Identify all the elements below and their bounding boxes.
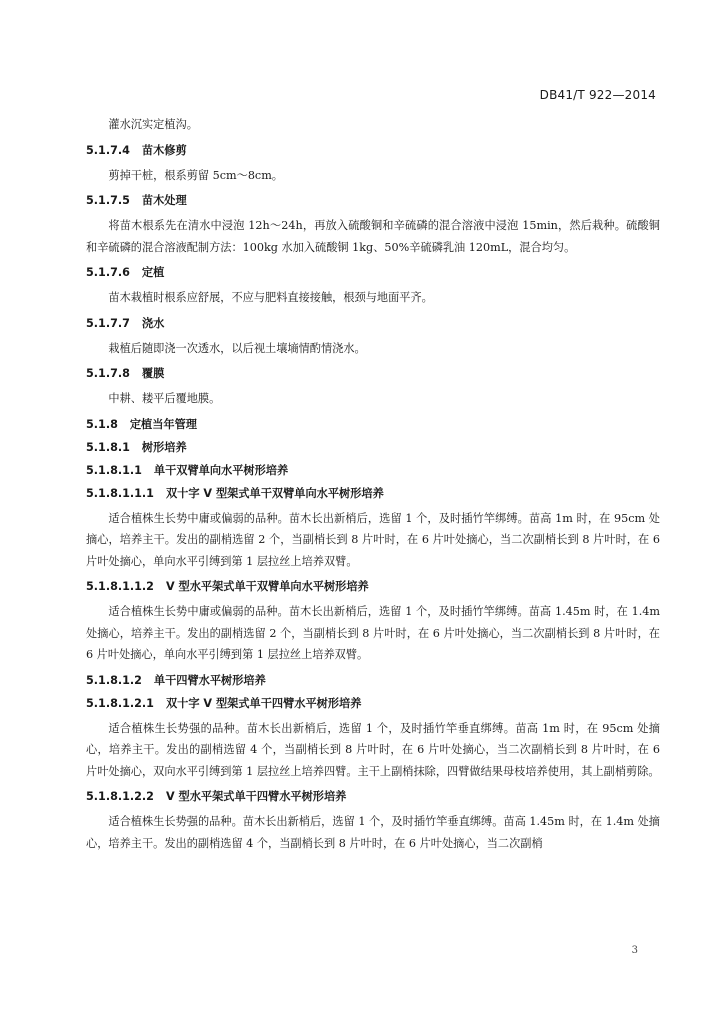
section-number: 5.1.7.6 <box>86 266 130 279</box>
section-heading <box>86 578 660 595</box>
paragraph: 剪掉干桩，根系剪留 5cm～8cm。 <box>108 168 283 182</box>
section-number: 5.1.8 <box>86 417 118 431</box>
section-title: V 型水平架式单干四臂水平树形培养 <box>165 790 347 803</box>
section-number: 5.1.8.1.1.1 <box>86 486 154 500</box>
section-number: 5.1.8.1.2.1 <box>86 696 154 710</box>
section-title: 苗木处理 <box>141 194 187 207</box>
section-number: 5.1.8.1.1.2 <box>86 580 154 593</box>
section-number: 5.1.7.8 <box>86 367 130 380</box>
section-number: 5.1.8.1.2.2 <box>86 790 154 803</box>
page-number: 3 <box>631 945 638 956</box>
section-title: 覆膜 <box>141 367 165 380</box>
section-heading <box>86 695 660 712</box>
paragraph: 适合植株生长势中庸或偏弱的品种。苗木长出新梢后，选留 1 个，及时插竹竿绑缚。苗高 1.45m 时，在 1.4m 处摘心，培养主干。发出的副梢选留 2 个，当副梢长到 8 片叶时，在 6 片叶处摘心，当二次副梢长到 8 片叶时，在 6 片叶处摘心，单向水平引缚到第 1 层拉丝上培养双臂。 <box>86 605 660 661</box>
section-title: 单干四臂水平树形培养 <box>153 673 266 687</box>
section-heading <box>86 192 660 209</box>
paragraph: 灌水沉实定植沟。 <box>108 118 198 131</box>
document-code-header: DB41/T 922—2014 <box>539 88 656 102</box>
paragraph: 苗木栽植时根系应舒展，不应与肥料直接接触，根颈与地面平齐。 <box>108 291 433 304</box>
section-number: 5.1.8.1.1 <box>86 463 142 477</box>
document-body <box>86 114 660 858</box>
section-title: 苗木修剪 <box>141 143 187 157</box>
paragraph: 将苗木根系先在清水中浸泡 12h～24h，再放入硫酸铜和辛硫磷的混合溶液中浸泡 15min，然后栽种。硫酸铜和辛硫磷的混合溶液配制方法：100kg 水加入硫酸铜 1kg、50%辛硫磷乳油 120mL，混合均匀。 <box>86 219 660 254</box>
paragraph: 适合植株生长势强的品种。苗木长出新梢后，选留 1 个，及时插竹竿垂直绑缚。苗高 1.45m 时，在 1.4m 处摘心，培养主干。发出的副梢选留 4 个，当副梢长到 8 片叶时，在 6 片叶处摘心，当二次副梢 <box>86 815 660 850</box>
section-title: 定植当年管理 <box>129 417 197 431</box>
section-heading <box>86 672 660 689</box>
paragraph: 栽植后随即浇一次透水，以后视土壤墒情酌情浇水。 <box>108 341 366 355</box>
section-heading <box>86 142 660 159</box>
section-title: 树形培养 <box>141 440 187 454</box>
section-heading <box>86 416 660 433</box>
section-heading <box>86 788 660 805</box>
section-heading <box>86 485 660 502</box>
section-number: 5.1.7.5 <box>86 194 130 207</box>
section-number: 5.1.8.1 <box>86 440 130 454</box>
section-number: 5.1.8.1.2 <box>86 673 142 687</box>
paragraph: 中耕、耧平后覆地膜。 <box>108 392 221 405</box>
section-heading <box>86 264 660 281</box>
section-heading <box>86 315 660 332</box>
section-title: 双十字 V 型架式单干四臂水平树形培养 <box>165 696 362 710</box>
paragraph: 适合植株生长势强的品种。苗木长出新梢后，选留 1 个，及时插竹竿垂直绑缚。苗高 1m 时，在 95cm 处摘心，培养主干。发出的副梢选留 4 个，当副梢长到 8 片叶时，在 6 片叶处摘心，当二次副梢长到 8 片叶时，在 6 片叶处摘心，双向水平引缚到第 1 层拉丝上培养四臂。主干上副梢抹除，四臂做结果母枝培养使用，其上副梢剪除。 <box>86 721 660 778</box>
section-number: 5.1.7.7 <box>86 316 130 330</box>
section-title: V 型水平架式单干双臂单向水平树形培养 <box>165 580 369 593</box>
paragraph: 适合植株生长势中庸或偏弱的品种。苗木长出新梢后，选留 1 个，及时插竹竿绑缚。苗高 1m 时，在 95cm 处摘心，培养主干。发出的副梢选留 2 个，当副梢长到 8 片叶时，在 6 片叶处摘心，当二次副梢长到 8 片叶时，在 6 片叶处摘心，单向水平引缚到第 1 层拉丝上培养双臂。 <box>86 511 660 568</box>
section-title: 浇水 <box>141 316 165 330</box>
section-heading <box>86 439 660 456</box>
section-heading <box>86 462 660 479</box>
section-heading <box>86 365 660 382</box>
section-number: 5.1.7.4 <box>86 143 130 157</box>
section-title: 双十字 V 型架式单干双臂单向水平树形培养 <box>165 486 384 500</box>
section-title: 单干双臂单向水平树形培养 <box>153 463 289 477</box>
section-title: 定植 <box>141 266 165 279</box>
